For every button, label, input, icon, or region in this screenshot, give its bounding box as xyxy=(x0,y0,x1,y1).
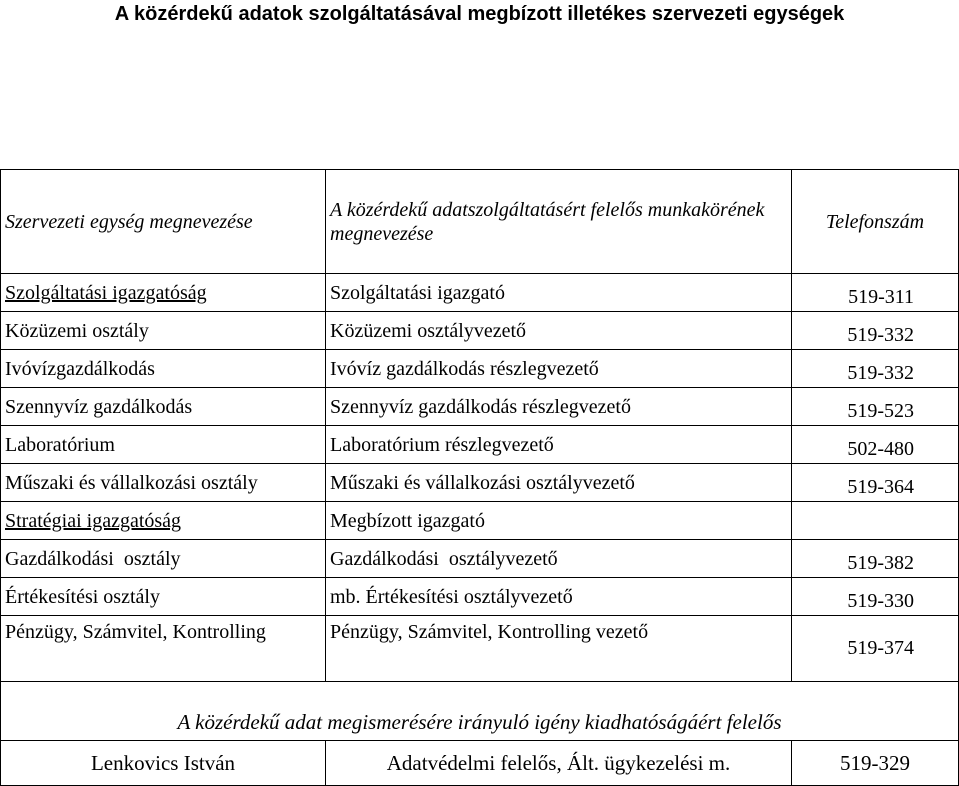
role-cell: Közüzemi osztályvezető xyxy=(326,312,792,350)
unit-name-cell: Szennyvíz gazdálkodás xyxy=(1,388,326,426)
phone-cell: 519-364 xyxy=(792,464,959,502)
role-cell: Szennyvíz gazdálkodás részlegvezető xyxy=(326,388,792,426)
document-title: A közérdekű adatok szolgáltatásával megbízott illetékes szervezeti egységek xyxy=(114,3,845,25)
table-row xyxy=(1,540,959,578)
table-row xyxy=(1,388,959,426)
role-cell: mb. Értékesítési osztályvezető xyxy=(326,578,792,616)
table-row xyxy=(1,312,959,350)
unit-name-cell: Gazdálkodási osztály xyxy=(1,540,326,578)
table-header-row xyxy=(1,170,959,274)
responsible-banner: A közérdekű adat megismerésére irányuló igény kiadhatóságáért felelős xyxy=(1,682,959,741)
unit-name-cell: Pénzügy, Számvitel, Kontrolling xyxy=(1,616,326,682)
table-row xyxy=(1,350,959,388)
phone-cell xyxy=(792,502,959,540)
header-unit-name: Szervezeti egység megnevezése xyxy=(1,170,326,274)
units-table xyxy=(0,169,959,786)
responsible-name: Lenkovics István xyxy=(1,741,326,786)
unit-name-cell: Stratégiai igazgatóság xyxy=(1,502,326,540)
role-cell: Ivóvíz gazdálkodás részlegvezető xyxy=(326,350,792,388)
table-row xyxy=(1,616,959,682)
phone-cell: 519-311 xyxy=(792,274,959,312)
table-row xyxy=(1,274,959,312)
unit-name-cell: Értékesítési osztály xyxy=(1,578,326,616)
role-cell: Pénzügy, Számvitel, Kontrolling vezető xyxy=(326,616,792,682)
table-row xyxy=(1,578,959,616)
phone-cell: 519-332 xyxy=(792,312,959,350)
phone-cell: 519-330 xyxy=(792,578,959,616)
phone-cell: 519-332 xyxy=(792,350,959,388)
role-cell: Megbízott igazgató xyxy=(326,502,792,540)
responsible-phone: 519-329 xyxy=(792,741,959,786)
unit-name-cell: Közüzemi osztály xyxy=(1,312,326,350)
responsible-row xyxy=(1,741,959,786)
table-row xyxy=(1,464,959,502)
header-phone: Telefonszám xyxy=(792,170,959,274)
role-cell: Gazdálkodási osztályvezető xyxy=(326,540,792,578)
responsible-role: Adatvédelmi felelős, Ált. ügykezelési m. xyxy=(326,741,792,786)
header-responsible-role: A közérdekű adatszolgáltatásért felelős munkakörének megnevezése xyxy=(326,170,792,274)
phone-cell: 519-374 xyxy=(792,616,959,682)
role-cell: Laboratórium részlegvezető xyxy=(326,426,792,464)
unit-name-cell: Szolgáltatási igazgatóság xyxy=(1,274,326,312)
table-row xyxy=(1,502,959,540)
phone-cell: 519-523 xyxy=(792,388,959,426)
unit-name-cell: Ivóvízgazdálkodás xyxy=(1,350,326,388)
table-row xyxy=(1,426,959,464)
phone-cell: 502-480 xyxy=(792,426,959,464)
unit-name-cell: Laboratórium xyxy=(1,426,326,464)
banner-row xyxy=(1,682,959,741)
role-cell: Műszaki és vállalkozási osztályvezető xyxy=(326,464,792,502)
phone-cell: 519-382 xyxy=(792,540,959,578)
unit-name-cell: Műszaki és vállalkozási osztály xyxy=(1,464,326,502)
role-cell: Szolgáltatási igazgató xyxy=(326,274,792,312)
